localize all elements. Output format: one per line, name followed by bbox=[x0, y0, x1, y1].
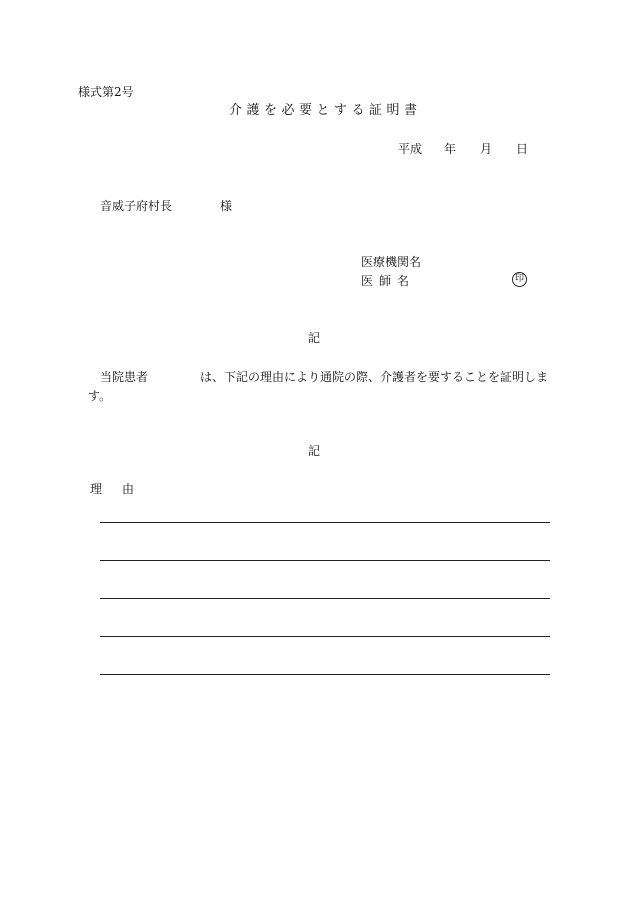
date-year-unit: 年 bbox=[444, 142, 457, 156]
reason-label: 理由 bbox=[90, 482, 155, 496]
form-number: 様式第2号 bbox=[78, 85, 134, 99]
date-era: 平成 bbox=[398, 142, 423, 156]
seal-mark: 印 bbox=[512, 272, 527, 287]
date-day-unit: 日 bbox=[516, 142, 529, 156]
addressee-honorific: 様 bbox=[220, 199, 233, 213]
date-row bbox=[398, 143, 528, 157]
statement-body: は、下記の理由により通院の際、介護者を要することを証明します。 bbox=[88, 370, 549, 403]
reason-line[interactable] bbox=[100, 636, 550, 637]
date-month-unit: 月 bbox=[480, 142, 493, 156]
addressee-name: 音威子府村長 bbox=[100, 199, 173, 213]
reason-line[interactable] bbox=[100, 674, 550, 675]
certification-statement bbox=[88, 368, 552, 406]
doctor-name-label: 医師名 bbox=[361, 274, 416, 288]
document-title: 介護を必要とする証明書 bbox=[229, 103, 422, 118]
ki-heading-second: 記 bbox=[308, 444, 321, 458]
statement-prefix: 当院患者 bbox=[100, 370, 149, 384]
reason-line[interactable] bbox=[100, 560, 550, 561]
reason-line[interactable] bbox=[100, 598, 550, 599]
medical-institution-label: 医療機関名 bbox=[361, 255, 422, 269]
ki-heading: 記 bbox=[308, 331, 321, 345]
reason-line[interactable] bbox=[100, 522, 550, 523]
